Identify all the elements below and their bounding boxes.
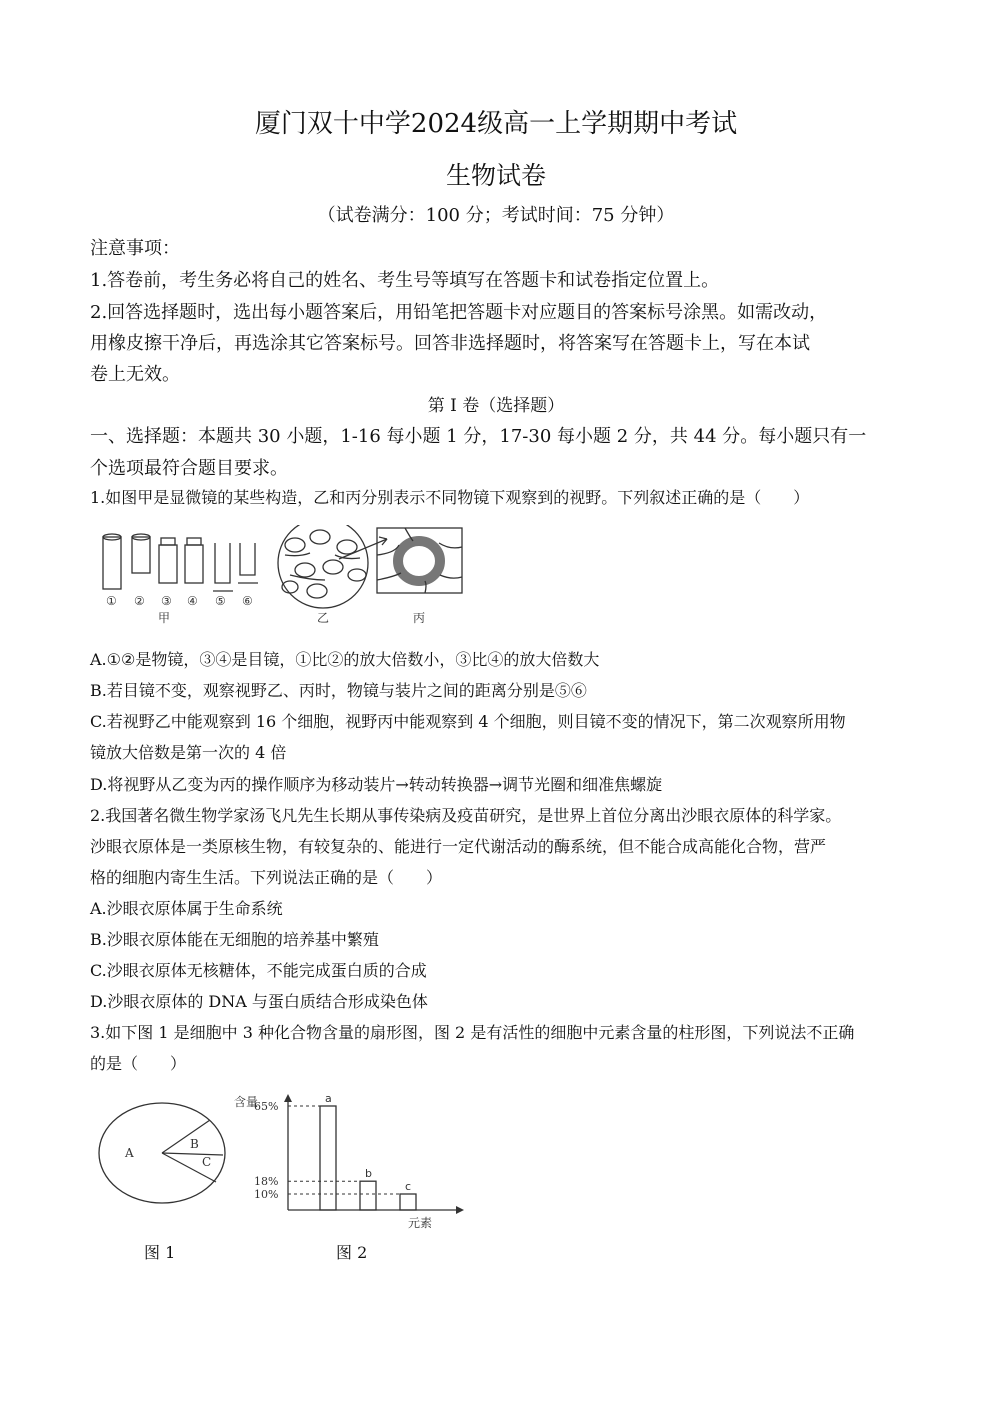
q1-option-b: B.若目镜不变，观察视野乙、丙时，物镜与装片之间的距离分别是⑤⑥ [90, 681, 587, 700]
fig-num-5: ⑤ [215, 594, 226, 608]
bar-category-label: c [405, 1180, 412, 1193]
q1-option-c1: C.若视野乙中能观察到 16 个细胞，视野丙中能观察到 4 个细胞，则目镜不变的情况下，第二次观察所用物 [90, 712, 846, 731]
q3-stem-1: 3.如下图 1 是细胞中 3 种化合物含量的扇形图，图 2 是有活性的细胞中元素含量的柱形图，下列说法不正确 [90, 1023, 855, 1042]
fig1-caption: 图 1 [144, 1243, 176, 1262]
q1-stem: 1.如图甲是显微镜的某些构造，乙和丙分别表示不同物镜下观察到的视野。下列叙述正确的是（ ） [90, 488, 810, 507]
fig-num-3: ③ [161, 594, 172, 608]
fig2-caption: 图 2 [336, 1243, 368, 1262]
fig-num-4: ④ [187, 594, 198, 608]
fig-label-yi: 乙 [317, 611, 330, 625]
q2-option-a: A.沙眼衣原体属于生命系统 [90, 899, 283, 918]
bar-c [400, 1194, 416, 1210]
pie-label-b: B [190, 1137, 199, 1151]
fig-label-jia: 甲 [158, 611, 171, 625]
exam-meta: （试卷满分：100 分；考试时间：75 分钟） [317, 205, 675, 226]
q2-stem-3: 格的细胞内寄生生活。下列说法正确的是（ ） [90, 868, 443, 887]
notice-heading: 注意事项： [90, 238, 180, 259]
q1-option-c2: 镜放大倍数是第一次的 4 倍 [90, 743, 287, 762]
y-tick-label: 65% [254, 1100, 279, 1113]
q1-figure [95, 525, 475, 630]
bar-b [360, 1181, 376, 1210]
q2-option-d: D.沙眼衣原体的 DNA 与蛋白质结合形成染色体 [90, 992, 428, 1011]
q3-fig2-bar-chart [228, 1090, 468, 1230]
x-axis-label: 元素 [408, 1216, 433, 1230]
q2-stem-2: 沙眼衣原体是一类原核生物，有较复杂的、能进行一定代谢活动的酶系统，但不能合成高能化合物，营严 [90, 837, 827, 856]
pie-label-a: A [125, 1146, 134, 1160]
bar-category-label: a [325, 1092, 332, 1105]
fig-num-6: ⑥ [242, 594, 253, 608]
exam-subtitle: 生物试卷 [445, 161, 546, 190]
exam-title: 厦门双十中学2024级高一上学期期中考试 [254, 109, 738, 139]
fig-label-bing: 丙 [413, 611, 426, 625]
section-intro-1: 一、选择题：本题共 30 小题，1-16 每小题 1 分，17-30 每小题 2 分，共 44 分。每小题只有一 [90, 426, 867, 447]
notice-line-3: 用橡皮擦干净后，再选涂其它答案标号。回答非选择题时，将答案写在答题卡上，写在本试 [90, 333, 810, 354]
y-tick-label: 10% [254, 1188, 279, 1201]
q1-option-d: D.将视野从乙变为丙的操作顺序为移动装片→转动转换器→调节光圈和细准焦螺旋 [90, 775, 663, 794]
y-axis-label: 含量 [234, 1095, 259, 1109]
bar-category-label: b [365, 1167, 372, 1181]
q1-option-a: A.①②是物镜，③④是目镜，①比②的放大倍数小，③比④的放大倍数大 [90, 650, 600, 669]
q2-option-c: C.沙眼衣原体无核糖体，不能完成蛋白质的合成 [90, 961, 427, 980]
notice-line-2: 2.回答选择题时，选出每小题答案后，用铅笔把答题卡对应题目的答案标号涂黑。如需改动， [90, 302, 828, 323]
q3-fig1-pie [95, 1100, 230, 1210]
section-title: 第 I 卷（选择题） [427, 396, 565, 416]
fig-num-1: ① [106, 594, 117, 608]
q2-option-b: B.沙眼衣原体能在无细胞的培养基中繁殖 [90, 930, 379, 949]
section-intro-2: 个选项最符合题目要求。 [90, 458, 288, 479]
notice-line-1: 1.答卷前，考生务必将自己的姓名、考生号等填写在答题卡和试卷指定位置上。 [90, 270, 720, 291]
bar-a [320, 1106, 336, 1210]
pie-label-c: C [202, 1155, 212, 1169]
q2-stem-1: 2.我国著名微生物学家汤飞凡先生长期从事传染病及疫苗研究，是世界上首位分离出沙眼衣原体的科学家。 [90, 806, 842, 825]
fig-num-2: ② [134, 594, 145, 608]
notice-line-4: 卷上无效。 [90, 364, 180, 385]
y-tick-label: 18% [254, 1175, 279, 1189]
q3-stem-2: 的是（ ） [90, 1054, 187, 1073]
